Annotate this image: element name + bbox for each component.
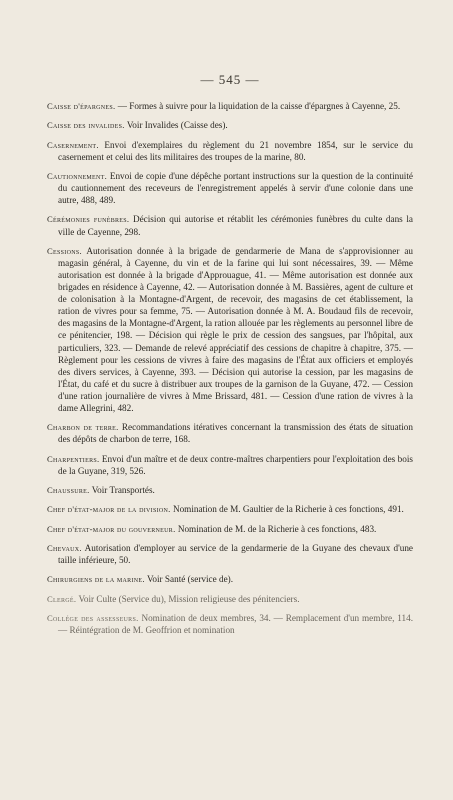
index-entry <box>47 139 413 163</box>
entry-text: Voir Invalides (Caisse des). <box>124 120 228 131</box>
index-entries <box>47 100 413 636</box>
entry-heading: Chevaux. <box>47 542 82 553</box>
page-number: — 545 — <box>200 72 260 87</box>
index-entry <box>47 542 413 566</box>
entry-text: Autorisation d'employer au service de la gendarmerie de la Guyane des chevaux d'une taille inférieure, 50. <box>58 542 413 565</box>
entry-text: Recommandations itératives concernant la transmission des états de situation des dépôts de charbon de terre, 168. <box>58 422 413 445</box>
entry-text: Voir Transportés. <box>89 485 155 496</box>
index-entry <box>47 503 413 515</box>
index-entry <box>47 245 413 414</box>
index-entry <box>47 119 413 131</box>
entry-text: Voir Santé (service de). <box>144 574 234 585</box>
entry-heading: Charbon de terre. <box>47 422 119 433</box>
index-entry <box>47 213 413 237</box>
index-entry <box>47 612 413 636</box>
entry-heading: Cérémonies funèbres. <box>47 214 130 225</box>
entry-heading: Clergé. <box>47 593 77 604</box>
entry-heading: Chef d'état-major de la division. <box>47 504 171 515</box>
entry-heading: Chaussure. <box>47 485 90 496</box>
entry-heading: Chirurgiens de la marine. <box>47 574 145 585</box>
index-entry <box>47 484 413 496</box>
entry-text: Envoi d'exemplaires du règlement du 21 novembre 1854, sur le service du casernement et celui des lits militaires des troupes de la marine, 80. <box>58 139 413 162</box>
entry-text: Autorisation donnée à la brigade de gendarmerie de Mana de s'approvisionner au magasin général, à Cayenne, du vin et de la farine qui lui sont nécessaires, 39. — Même autorisation est donnée à la brigade d'Approuague, 41. — Même autorisation est donnée aux brigades en résidence à Cayenne, 42. — Autorisation donnée à M. Bassières, agent de culture et de colonisation à la Montagne-d'Argent, de recevoir, des magasins de cet établissement, la ration de vivres pour sa femme, 75. — Autorisation donnée à M. A. Boudaud fils de recevoir, des magasins de la Montagne-d'Argent, la ration allouée par les règlements au personnel libre de ce pénitencier, 198. — Décision qui règle le prix de cession des sangsues, par l'hôpital, aux particuliers, 323. — Demande de relevé appréciatif des cessions de chapitre à chapitre, 375. — Règlement pour les cessions de vivres à faire des magasins de l'État aux officiers et employés des divers services, à Cayenne, 393. — Décision qui autorise la cession, par les magasins de l'État, du café et du sucre à distribuer aux troupes de la garnison de la Guyane, 472. — Cession d'une ration journalière de vivres à Mme Brissard, 481. — Cession d'une ration de vivres à la dame Allegrini, 482. <box>58 245 413 413</box>
entry-text: Voir Culte (Service du), Mission religieuse des pénitenciers. <box>76 593 300 604</box>
entry-heading: Casernement. <box>47 139 99 150</box>
index-entry <box>47 100 413 112</box>
entry-heading: Collége des assesseurs. <box>47 612 139 623</box>
index-entry <box>47 523 413 535</box>
entry-text: Nomination de M. Gaultier de la Richerie à ces fonctions, 491. <box>170 504 404 515</box>
entry-text: Envoi de copie d'une dépêche portant instructions sur la question de la continuité du cautionnement des receveurs de l'enregistrement appelés à servir d'une colonie dans une autre, 488, 489. <box>58 170 413 206</box>
entry-text: Nomination de M. de la Richerie à ces fonctions, 483. <box>175 523 377 534</box>
entry-heading: Chef d'état-major du gouverneur. <box>47 523 176 534</box>
entry-heading: Cessions. <box>47 245 82 256</box>
entry-text: — Formes à suivre pour la liquidation de la caisse d'épargnes à Cayenne, 25. <box>115 101 401 111</box>
index-entry <box>47 593 413 605</box>
index-entry <box>47 421 413 445</box>
entry-text: Décision qui autorise et rétablit les cérémonies funèbres du culte dans la ville de Cayenne, 298. <box>58 214 413 237</box>
entry-heading: Charpentiers. <box>47 453 100 464</box>
index-entry <box>47 573 413 585</box>
entry-heading: Cautionnement. <box>47 170 108 181</box>
entry-text: Nomination de deux membres, 34. — Remplacement d'un membre, 114. — Réintégration de M. Geoffrion et nomination <box>58 612 414 635</box>
index-entry <box>47 170 413 206</box>
index-entry <box>47 453 413 477</box>
entry-heading: Caisse des invalides. <box>47 120 125 131</box>
entry-heading: Caisse d'épargnes. <box>47 101 116 111</box>
entry-text: Envoi d'un maître et de deux contre-maîtres charpentiers pour l'exploitation des bois de la Guyane, 319, 526. <box>58 453 413 476</box>
